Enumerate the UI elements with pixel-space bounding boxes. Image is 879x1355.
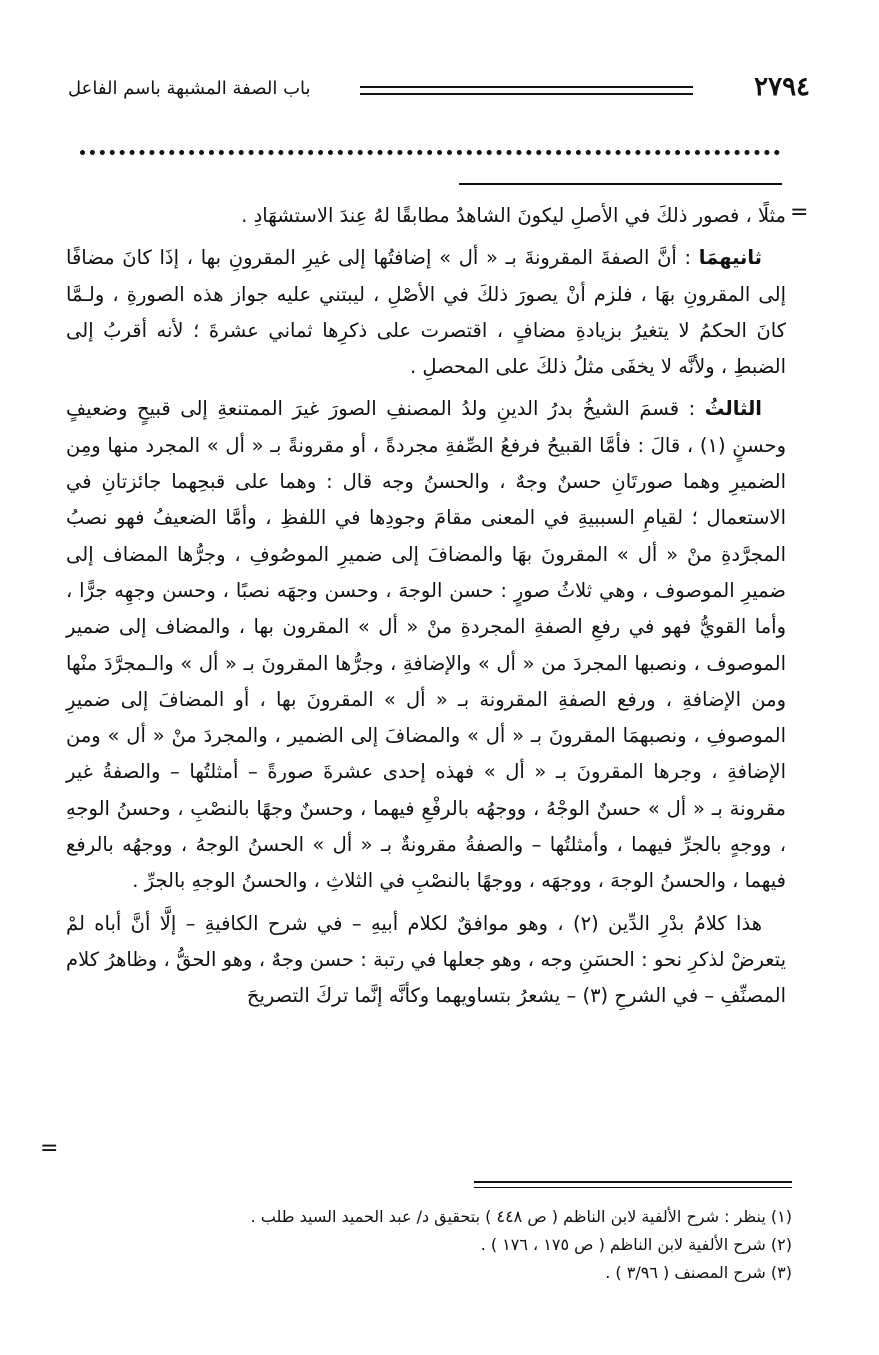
footnote: (٢) شرح الألفية لابن الناظم ( ص ١٧٥ ، ١٧٦ ) .: [480, 1235, 792, 1254]
main-text: [66, 198, 786, 1015]
footnote: (١) ينظر : شرح الألفية لابن الناظم ( ص ٤٤٨ ) بتحقيق د/ عبد الحميد السيد طلب .: [250, 1207, 792, 1226]
page-header: [68, 72, 810, 112]
paragraph: [66, 240, 786, 385]
footnote-separator: [474, 1181, 792, 1188]
footnote: (٣) شرح المصنف ( ٣/٩٦ ) .: [605, 1263, 792, 1282]
continuation-mark-start: =: [790, 200, 809, 225]
paragraph: [66, 906, 786, 1015]
running-title: باب الصفة المشبهة باسم الفاعل: [68, 78, 311, 99]
paragraph-text: هذا كلامُ بدْرِ الدِّين (٢) ، وهو موافقٌ لكلام أبيهِ – في شرح الكافيةِ – إلَّا أنَّ أباه لمْ يتعرضْ لذكرِ نحو : الحسَنِ وجه ، وهو جعلها في رتبة : حسن وجهٌ ، وهو الحقُّ ، وظاهرُ كلام المصنِّفِ – في الشرحِ (٣) – يشعرُ بتساويهما وكأنَّه إنَّما تركَ التصريحَ: [66, 911, 786, 1008]
paragraph-text: : أنَّ الصفةَ المقرونةَ بـ « أل » إضافتُها إلى غيرِ المقرونِ بها ، إذَا كانَ مضافًا إلى المقرونِ بهَا ، فلزم أنْ يصورَ ذلكَ في الأصْلِ ، ليبتني عليه جواز هذه الصورةِ ، ولـمَّا كانَ الحكمُ لا يتغيرُ بزيادةِ مضافٍ ، اقتصرت على ذكرِها ثماني عشرةَ ؛ لأنه أقربُ إلى الضبطِ ، ولأنَّه لا يخفَى مثلُ ذلكَ على المحصلِ .: [66, 246, 786, 379]
paragraph: [66, 391, 786, 899]
paragraph: [66, 198, 786, 234]
dotted-separator: [80, 150, 780, 155]
page-number: ٢٧٩٤: [754, 72, 810, 102]
paragraph-lead: ثانيهمَا: [698, 246, 762, 270]
top-short-rule: [459, 183, 782, 185]
paragraph-text: مثلًا ، فصور ذلكَ في الأصلِ ليكونَ الشاهدُ مطابقًا لهُ عِندَ الاستشهَادِ .: [241, 204, 786, 227]
header-rule: [360, 86, 693, 95]
paragraph-lead: الثالثُ: [704, 397, 762, 421]
continuation-mark-end: =: [40, 1136, 59, 1161]
paragraph-text: : قسمَ الشيخُ بدرُ الدينِ ولدُ المصنفِ الصورَ غيرَ الممتنعةِ إلى قبيحٍ وضعيفٍ وحسنٍ (١) ، قالَ : فأمَّا القبيحُ فرفعُ الصِّفةِ مجردةً ، أو مقرونةً بـ « أل » المجرد منها ومِن الضميرِ وهما صورتَانِ حسنٌ وجهٌ ، والحسنُ وجه قال : وهما على قبحِهما جائزتانِ في الاستعمال ؛ لقيامِ السببيةِ في المعنى مقامَ وجودِها في اللفظِ ، وأمَّا الضعيفُ فهو نصبُ المجرَّدةِ منْ « أل » المقرونَ بهَا والمضافَ إلى ضميرِ الموصُوفِ ، وجرُّها المضاف إلى ضميرِ الموصوف ، وهي ثلاثُ صورٍ : حسن الوجهَ ، وحسن وجهَه نصبًا ، وحسن وجهِه جرًّا ، وأما القويُّ فهو في رفعِ الصفةِ المجردةِ منْ « أل » المقرون بها ، والمضاف إلى ضمير الموصوف ، ونصبها المجردَ من « أل » والإضافةِ ، وجرُّها المقرونَ بـ « أل » والـمجرَّدَ منْها ومن الإضافةِ ، ورفع الصفةِ المقرونة بـ « أل » المقرونَ بها ، أو المضافَ إلى ضميرِ الموصوفِ ، ونصبهمَا المقرونَ بـ « أل » والمضافَ إلى الضمير ، والمجردَ منْ « أل » ومن الإضافةِ ، وجرها المقرونَ بـ « أل » فهذه إحدى عشرةَ صورةً – أمثلتُها – والصفةُ غير مقرونة بـ « أل » حسنٌ الوجْهُ ، ووجهُه بالرفْعِ فيهما ، وحسنٌ وجهًا بالنصْبِ ، وحسنُ الوجهِ ، ووجهٍ بالجرِّ فيهما ، وأمثلتُها – والصفةُ مقرونةٌ بـ « أل » الحسنُ الوجهُ ، ووجهُه بالرفع فيهما ، والحسنُ الوجهَ ، ووجهَه ، ووجهًا بالنصْبِ في الثلاثِ ، والحسنُ الوجهِ بالجرِّ .: [66, 397, 786, 893]
footnotes: [80, 1203, 792, 1287]
